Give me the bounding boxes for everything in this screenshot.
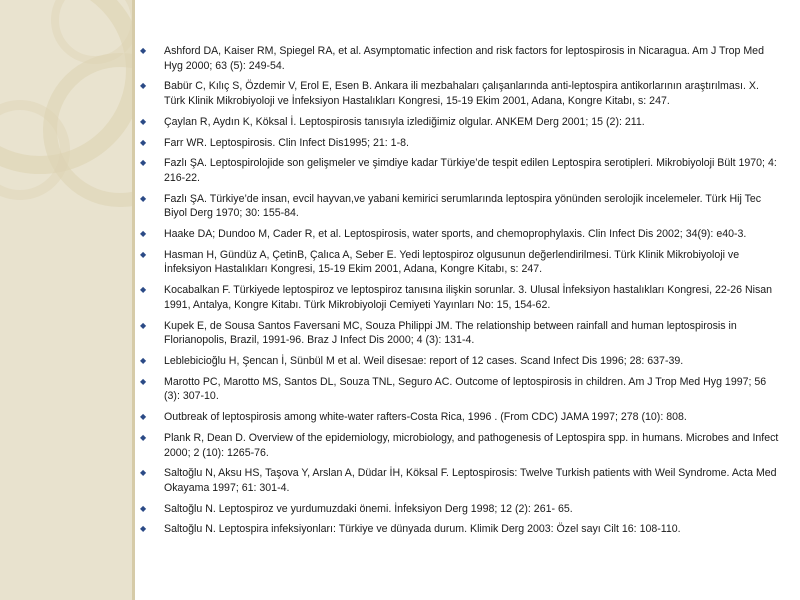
reference-text: Kocabalkan F. Türkiyede leptospiroz ve leptospiroz tanısına ilişkin sorunlar. 3. Ulusal İnfeksiyon hastalıkları Kongresi, 22-26 Nisan 1991, Antalya, Kongre Kitabı. Türk Mikrobiyoloji Cemiyeti Yayınları No: 15, 154-62. [164,284,773,311]
bullet-icon: ◆ [140,229,147,239]
reference-text: Outbreak of leptospirosis among white-water rafters-Costa Rica, 1996 . (From CDC) JAMA 1997; 278 (10): 808. [164,411,687,424]
reference-text: Farr WR. Leptospirosis. Clin Infect Dis1995; 21: 1-8. [164,136,409,149]
reference-item [140,466,780,495]
reference-item [140,136,780,151]
reference-text: Leblebicioğlu H, Şencan İ, Sünbül M et al. Weil disesae: report of 12 cases. Scand Infect Dis 1996; 28: 637-39. [164,354,684,367]
bullet-icon: ◆ [140,432,147,442]
bullet-icon: ◆ [140,468,147,478]
bullet-icon: ◆ [140,285,147,295]
reference-item [140,283,780,312]
reference-text: Ashford DA, Kaiser RM, Spiegel RA, et al. Asymptomatic infection and risk factors for leptospirosis in Nicaragua. Am J Trop Med Hyg 2000; 63 (5): 249-54. [164,45,764,72]
reference-text: Marotto PC, Marotto MS, Santos DL, Souza TNL, Seguro AC. Outcome of leptospirosis in children. Am J Trop Med Hyg 1997; 56 (3): 307-10. [164,375,767,403]
decorative-rings-icon [0,0,132,600]
reference-list [140,44,780,543]
reference-item [140,410,780,425]
bullet-icon: ◆ [140,46,147,55]
reference-item [140,192,780,221]
reference-item [140,79,780,108]
reference-item [140,44,780,73]
reference-text: Saltoğlu N. Leptospira infeksiyonları: Türkiye ve dünyada durum. Klimik Derg 2003: Özel sayı Cilt 16: 108-110. [164,523,681,536]
reference-item [140,115,780,130]
bullet-icon: ◆ [140,158,147,168]
bullet-icon: ◆ [140,503,147,513]
reference-item [140,502,780,517]
bullet-icon: ◆ [140,412,147,422]
bullet-icon: ◆ [140,320,147,330]
bullet-icon: ◆ [140,355,147,365]
bullet-icon: ◆ [140,137,147,147]
bullet-icon: ◆ [140,81,147,91]
reference-text: Fazlı ŞA. Türkiye’de insan, evcil hayvan,ve yabani kemirici serumlarında leptospira yönünden serolojik incelemeler. Türk Hij Tec Biyol Derg 1970; 30: 155-84. [164,192,762,220]
reference-text: Hasman H, Gündüz A, ÇetinB, Çalıca A, Seber E. Yedi leptospiroz olgusunun değerlendirilmesi. Türk Klinik Mikrobiyoloji ve İnfeksiyon Hastalıkları Kongresi, 15-19 Ekim 2001, Adana, Kongre Kitabı, s: 247. [164,248,740,276]
reference-item [140,156,780,185]
side-band-border [132,0,135,600]
bullet-icon: ◆ [140,524,147,534]
reference-text: Saltoğlu N, Aksu HS, Taşova Y, Arslan A, Düdar İH, Köksal F. Leptospirosis: Twelve Turkish patients with Weil Syndrome. Acta Med Okayama 1997; 61: 301-4. [164,467,777,494]
reference-text: Kupek E, de Sousa Santos Faversani MC, Souza Philippi JM. The relationship between rainfall and human leptospirosis in Florianopolis, Brazil, 1991-96. Braz J Infect Dis 2000; 4 (3): 131-4. [164,319,737,347]
reference-item [140,375,780,404]
reference-item [140,319,780,348]
reference-text: Çaylan R, Aydın K, Köksal İ. Leptospirosis tanısıyla izlediğimiz olgular. ANKEM Derg 2001; 15 (2): 211. [164,115,645,128]
reference-text: Plank R, Dean D. Overview of the epidemiology, microbiology, and pathogenesis of Leptospira spp. in humans. Microbes and Infect 2000; 2 (10): 1265-76. [164,431,779,459]
reference-text: Babür C, Kılıç S, Özdemir V, Erol E, Esen B. Ankara ili mezbahaları çalışanlarında anti-leptospira antikorlarının araştırılması. X. Türk Klinik Mikrobiyoloji ve İnfeksiyon Hastalıkları Kongresi, 15-19 Ekim 2001, Adana, Kongre Kitabı, s: 247. [164,80,759,107]
bullet-icon: ◆ [140,116,147,126]
reference-text: Fazlı ŞA. Leptospirolojide son gelişmeler ve şimdiye kadar Türkiye’de tespit edilen Leptospira serotipleri. Mikrobiyoloji Bült 1970; 4: 216-22. [164,157,777,184]
reference-item [140,431,780,460]
reference-item [140,227,780,242]
bullet-icon: ◆ [140,376,147,386]
reference-text: Saltoğlu N. Leptospiroz ve yurdumuzdaki önemi. İnfeksiyon Derg 1998; 12 (2): 261- 65. [164,502,573,515]
bullet-icon: ◆ [140,249,147,259]
reference-item [140,522,780,537]
decorative-side-band [0,0,132,600]
reference-text: Haake DA; Dundoo M, Cader R, et al. Leptospirosis, water sports, and chemoprophylaxis. Clin Infect Dis 2002; 34(9): e40-3. [164,228,747,241]
reference-item [140,354,780,369]
reference-item [140,248,780,277]
bullet-icon: ◆ [140,193,147,203]
